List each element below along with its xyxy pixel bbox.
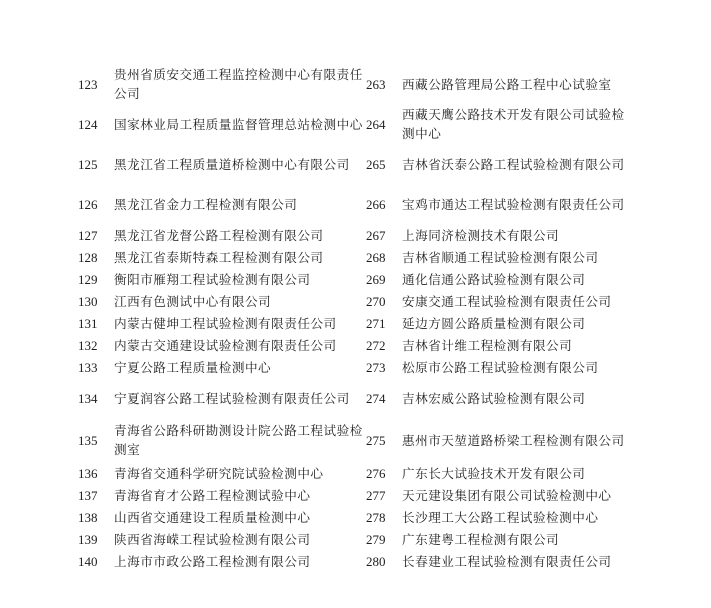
list-item: [366, 550, 636, 572]
entry-name: 天元建设集团有限公司试验检测中心: [402, 487, 612, 503]
list-item: [366, 224, 636, 246]
entry-name: 长沙理工大公路工程试验检测中心: [402, 509, 599, 525]
entry-number: 124: [78, 116, 98, 132]
entry-name: 青海省公路科研勘测设计院公路工程试验检测室: [114, 423, 363, 457]
entry-name: 内蒙古交通建设试验检测有限责任公司: [114, 337, 337, 353]
entry-number: 279: [366, 531, 386, 547]
entry-number: 139: [78, 531, 98, 547]
entry-number: 123: [78, 76, 98, 92]
entry-number: 135: [78, 432, 98, 448]
entry-number: 140: [78, 553, 98, 569]
entry-number: 272: [366, 337, 386, 353]
entry-name: 西藏公路管理局公路工程中心试验室: [402, 76, 612, 92]
list-item: [366, 506, 636, 528]
entry-name: 黑龙江省泰斯特森工程检测有限公司: [114, 249, 324, 265]
entry-name: 松原市公路工程试验检测有限公司: [402, 359, 599, 375]
entry-number: 137: [78, 487, 98, 503]
list-item: [78, 550, 368, 572]
entry-number: 136: [78, 465, 98, 481]
entry-name: 宁夏公路工程质量检测中心: [114, 359, 272, 375]
list-item: [78, 290, 368, 312]
entry-name: 衡阳市雁翔工程试验检测有限公司: [114, 271, 311, 287]
entry-name: 吉林省计维工程检测有限公司: [402, 337, 573, 353]
list-item: [366, 528, 636, 550]
entry-number: 269: [366, 271, 386, 287]
list-item: [366, 104, 636, 144]
list-item: [366, 378, 636, 418]
entry-name: 黑龙江省工程质量道桥检测中心有限公司: [114, 156, 350, 172]
entry-number: 271: [366, 315, 386, 331]
list-item: [78, 334, 368, 356]
list-item: [78, 312, 368, 334]
entry-name: 西藏天鹰公路技术开发有限公司试验检测中心: [402, 107, 625, 141]
entry-name: 吉林宏威公路试验检测有限公司: [402, 390, 586, 406]
list-item: [78, 506, 368, 528]
entry-number: 133: [78, 359, 98, 375]
entry-number: 273: [366, 359, 386, 375]
entry-number: 266: [366, 196, 386, 212]
list-item: [366, 184, 636, 224]
entry-number: 270: [366, 293, 386, 309]
list-item: [78, 144, 368, 184]
list-item: [366, 312, 636, 334]
entry-number: 263: [366, 76, 386, 92]
entry-name: 国家林业局工程质量监督管理总站检测中心: [114, 116, 363, 132]
list-item: [78, 356, 368, 378]
entry-name: 山西省交通建设工程质量检测中心: [114, 509, 311, 525]
list-item: [78, 484, 368, 506]
entry-number: 127: [78, 227, 98, 243]
list-item: [78, 378, 368, 418]
list-item: [78, 104, 368, 144]
entry-name: 黑龙江省龙督公路工程检测有限公司: [114, 227, 324, 243]
list-item: [78, 246, 368, 268]
right-column: [366, 64, 636, 572]
entry-name: 广东长大试验技术开发有限公司: [402, 465, 586, 481]
entry-number: 131: [78, 315, 98, 331]
entry-number: 264: [366, 116, 386, 132]
entry-number: 130: [78, 293, 98, 309]
entry-number: 276: [366, 465, 386, 481]
list-item: [366, 144, 636, 184]
entry-number: 134: [78, 390, 98, 406]
list-item: [78, 268, 368, 290]
entry-number: 126: [78, 196, 98, 212]
entry-number: 278: [366, 509, 386, 525]
list-item: [366, 462, 636, 484]
entry-name: 陕西省海嵘工程试验检测有限公司: [114, 531, 311, 547]
entry-name: 黑龙江省金力工程检测有限公司: [114, 196, 298, 212]
left-column: [78, 64, 368, 572]
entry-name: 通化信通公路试验检测有限公司: [402, 271, 586, 287]
entry-name: 青海省交通科学研究院试验检测中心: [114, 465, 324, 481]
list-item: [78, 184, 368, 224]
entry-name: 广东建粤工程检测有限公司: [402, 531, 560, 547]
entry-name: 吉林省顺通工程试验检测有限公司: [402, 249, 599, 265]
list-item: [366, 268, 636, 290]
entry-name: 惠州市天堃道路桥梁工程检测有限公司: [402, 432, 625, 448]
entry-number: 277: [366, 487, 386, 503]
entry-name: 宁夏润容公路工程试验检测有限责任公司: [114, 390, 350, 406]
entry-number: 138: [78, 509, 98, 525]
list-item: [366, 246, 636, 268]
list-item: [366, 290, 636, 312]
list-item: [366, 356, 636, 378]
entry-number: 129: [78, 271, 98, 287]
list-item: [78, 462, 368, 484]
entry-name: 内蒙古健坤工程试验检测有限责任公司: [114, 315, 337, 331]
entry-number: 265: [366, 156, 386, 172]
entry-number: 280: [366, 553, 386, 569]
entry-number: 132: [78, 337, 98, 353]
entry-name: 吉林省沃泰公路工程试验检测有限公司: [402, 156, 625, 172]
list-item: [78, 418, 368, 462]
list-item: [78, 224, 368, 246]
entry-name: 延边方圆公路质量检测有限公司: [402, 315, 586, 331]
entry-name: 贵州省质安交通工程监控检测中心有限责任公司: [114, 67, 363, 101]
list-item: [366, 418, 636, 462]
list-item: [366, 334, 636, 356]
list-item: [366, 64, 636, 104]
entry-name: 上海市市政公路工程检测有限公司: [114, 553, 311, 569]
list-item: [78, 64, 368, 104]
entry-name: 宝鸡市通达工程试验检测有限责任公司: [402, 196, 625, 212]
entry-number: 267: [366, 227, 386, 243]
entry-name: 上海同济检测技术有限公司: [402, 227, 560, 243]
list-item: [78, 528, 368, 550]
entry-name: 长春建业工程试验检测有限责任公司: [402, 553, 612, 569]
entry-number: 125: [78, 156, 98, 172]
entry-number: 274: [366, 390, 386, 406]
entry-name: 安康交通工程试验检测有限责任公司: [402, 293, 612, 309]
entry-number: 128: [78, 249, 98, 265]
entry-number: 268: [366, 249, 386, 265]
entry-name: 江西有色测试中心有限公司: [114, 293, 272, 309]
entry-number: 275: [366, 432, 386, 448]
list-item: [366, 484, 636, 506]
entry-name: 青海省育才公路工程检测试验中心: [114, 487, 311, 503]
